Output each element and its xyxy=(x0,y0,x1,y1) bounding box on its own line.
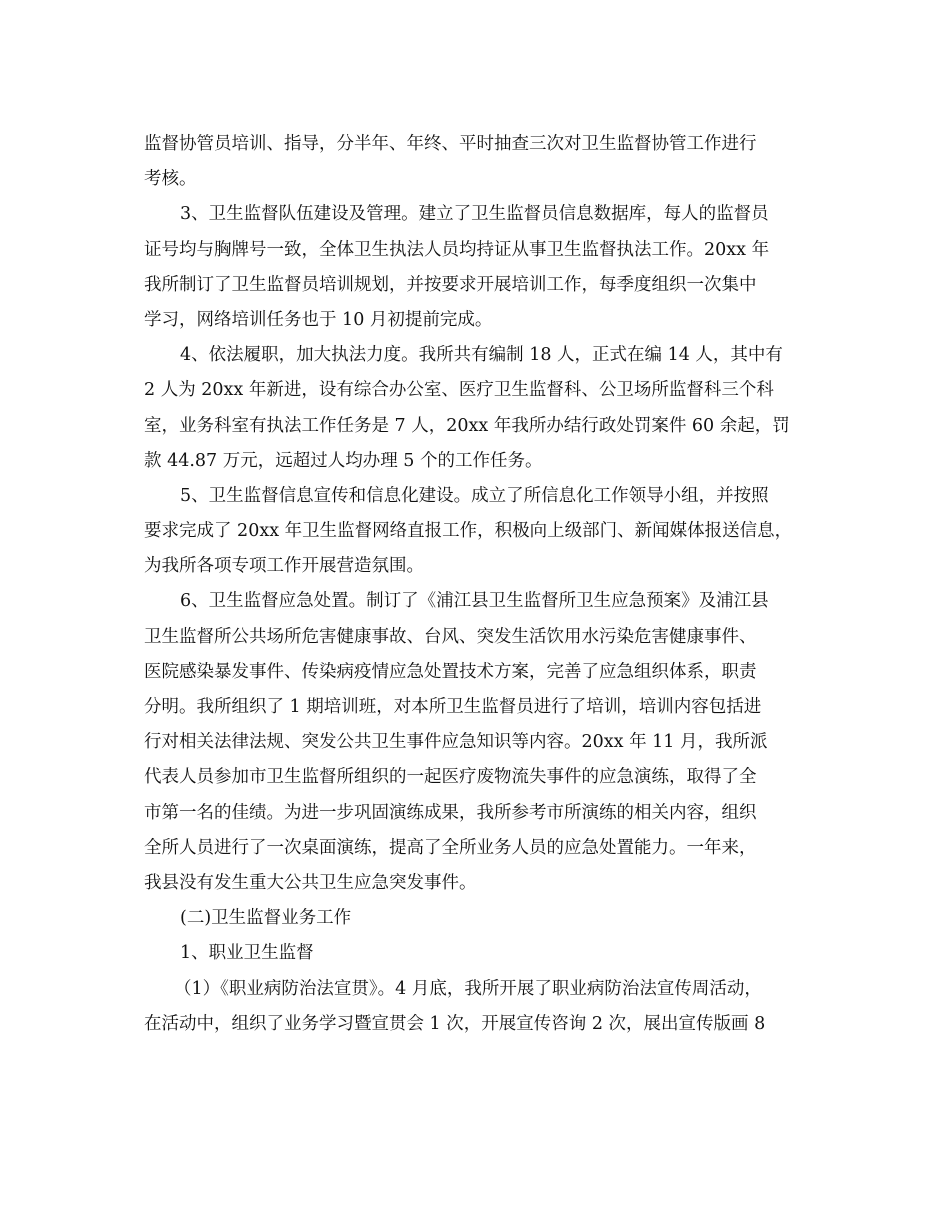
section-heading: (二)卫生监督业务工作 xyxy=(180,908,352,929)
text-line: 监督协管员培训、指导，分半年、年终、平时抽查三次对卫生监督协管工作进行 xyxy=(144,134,757,154)
subsection-heading: 1、职业卫生监督 xyxy=(180,943,314,964)
text-line: 学习，网络培训任务也于 10 月初提前完成。 xyxy=(144,309,493,330)
text-line: 卫生监督所公共场所危害健康事故、台风、突发生活饮用水污染危害健康事件、 xyxy=(144,626,757,647)
text-line: 款 44.87 万元，远超过人均办理 5 个的工作任务。 xyxy=(144,450,543,471)
text-line: 行对相关法律法规、突发公共卫生事件应急知识等内容。20xx 年 11 月，我所派 xyxy=(144,732,768,753)
text-line: 要求完成了 20xx 年卫生监督网络直报工作，积极向上级部门、新闻媒体报送信息， xyxy=(144,521,793,542)
text-line: 3、卫生监督队伍建设及管理。建立了卫生监督员信息数据库，每人的监督员 xyxy=(180,204,769,225)
text-line: 分明。我所组织了 1 期培训班，对本所卫生监督员进行了培训，培训内容包括进 xyxy=(144,697,762,717)
text-line: （1）《职业病防治法宣贯》。4 月底，我所开展了职业病防治法宣传周活动， xyxy=(174,978,762,999)
text-line: 2 人为 20xx 年新进，设有综合办公室、医疗卫生监督科、公卫场所监督科三个科 xyxy=(144,380,774,401)
text-line: 全所人员进行了一次桌面演练，提高了全所业务人员的应急处置能力。一年来， xyxy=(144,837,757,858)
document-body xyxy=(144,127,834,1042)
text-line: 代表人员参加市卫生监督所组织的一起医疗废物流失事件的应急演练，取得了全 xyxy=(144,767,757,788)
text-line: 6、卫生监督应急处置。制订了《浦江县卫生监督所卫生应急预案》及浦江县 xyxy=(180,591,769,612)
text-line: 我县没有发生重大公共卫生应急突发事件。 xyxy=(144,872,477,893)
text-line: 5、卫生监督信息宣传和信息化建设。成立了所信息化工作领导小组，并按照 xyxy=(180,485,769,506)
text-line: 4、依法履职，加大执法力度。我所共有编制 18 人，正式在编 14 人，其中有 xyxy=(180,345,783,366)
text-line: 为我所各项专项工作开展营造氛围。 xyxy=(144,556,424,577)
text-line: 证号均与胸牌号一致，全体卫生执法人员均持证从事卫生监督执法工作。20xx 年 xyxy=(144,239,770,260)
text-line: 医院感染暴发事件、传染病疫情应急处置技术方案，完善了应急组织体系，职责 xyxy=(144,661,757,682)
text-line: 我所制订了卫生监督员培训规划，并按要求开展培训工作，每季度组织一次集中 xyxy=(144,274,757,295)
text-line: 市第一名的佳绩。为进一步巩固演练成果，我所参考市所演练的相关内容，组织 xyxy=(144,802,757,823)
text-line: 室，业务科室有执法工作任务是 7 人，20xx 年我所办结行政处罚案件 60 余起，罚 xyxy=(144,415,790,436)
text-line: 考核。 xyxy=(144,169,197,190)
text-line: 在活动中，组织了业务学习暨宣贯会 1 次，开展宣传咨询 2 次，展出宣传版画 8 xyxy=(144,1013,766,1034)
